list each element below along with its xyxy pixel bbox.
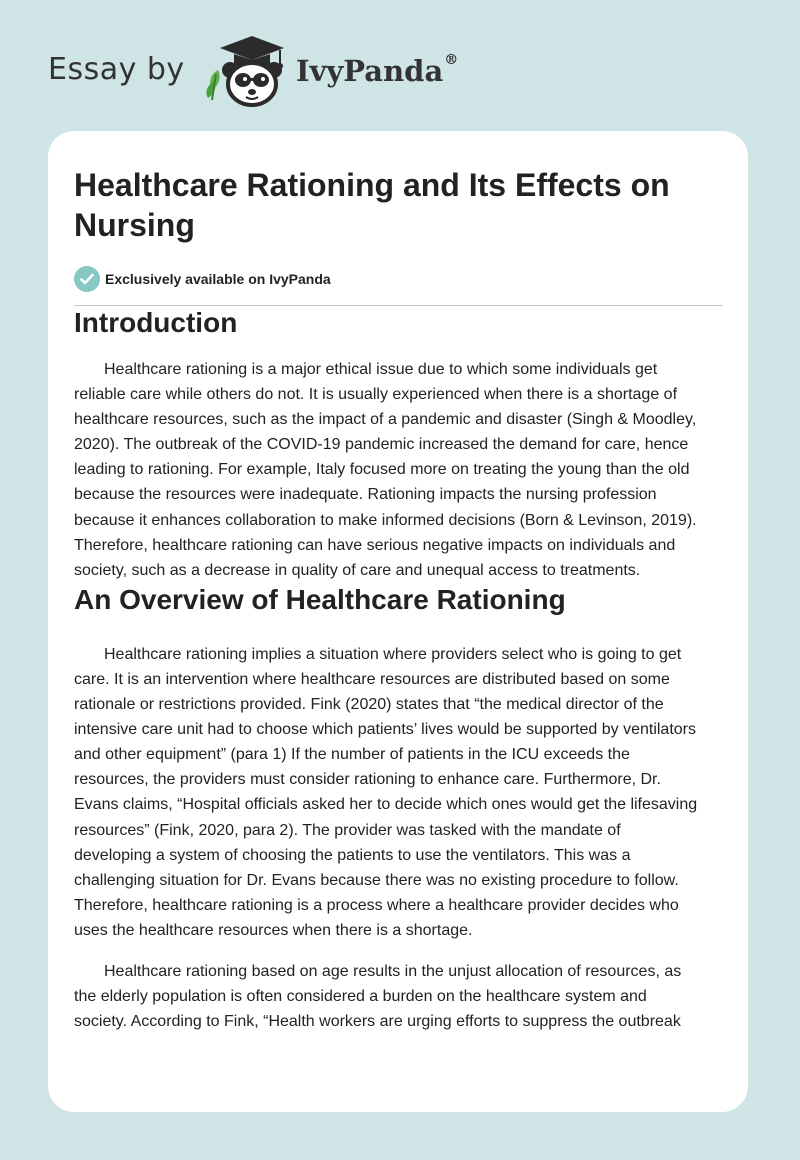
brand-text: IvyPanda — [296, 54, 444, 88]
paragraph-line: society. According to Fink, “Health workers are urging efforts to suppress the outbreak — [74, 1013, 681, 1031]
paragraph-line: rationale or restrictions provided. Fink (2020) states that “the medical director of the — [74, 696, 664, 714]
paragraph-line: Evans claims, “Hospital officials asked her to decide which ones would get the lifesaving — [74, 796, 698, 814]
paragraph-line: 2020). The outbreak of the COVID-19 pandemic increased the demand for care, hence — [74, 436, 689, 454]
site-header — [48, 30, 508, 110]
paragraph-line: developing a system of choosing the patients to use the ventilators. This was a — [74, 846, 631, 864]
paragraph-line: intensive care unit had to choose which patients’ lives would be supported by ventilators — [74, 721, 696, 739]
section-heading-introduction: Introduction — [74, 307, 238, 338]
paragraph-line: society, such as a decrease in quality of care and unequal access to treatments. — [74, 561, 641, 579]
section-heading-overview: An Overview of Healthcare Rationing — [74, 583, 566, 615]
paragraph — [74, 357, 723, 583]
registered-mark: ® — [444, 52, 459, 68]
paragraph-line: Healthcare rationing based on age results in the unjust allocation of resources, as — [104, 962, 682, 980]
paragraph-line: Healthcare rationing is a major ethical issue due to which some individuals get — [104, 361, 658, 378]
essay-title — [74, 165, 723, 245]
paragraph-line: uses the healthcare resources when there is a shortage. — [74, 921, 473, 939]
check-icon — [74, 266, 100, 292]
panda-graduate-icon[interactable] — [200, 30, 290, 110]
paragraph-line: Therefore, healthcare rationing is a process where a healthcare provider decides who — [74, 896, 679, 914]
exclusive-badge — [74, 265, 723, 293]
brand-name[interactable] — [296, 54, 458, 88]
paragraph-line: healthcare resources, such as the impact of a pandemic and disaster (Singh & Moodley, — [74, 411, 697, 429]
paragraph-line: reliable care while others do not. It is usually experienced when there is a shortage of — [74, 386, 678, 404]
paragraph-line: leading to rationing. For example, Italy focused more on treating the young than the old — [74, 461, 690, 479]
paragraph — [74, 959, 723, 1034]
title-line: Healthcare Rationing and Its Effects on — [74, 167, 670, 203]
title-line: Nursing — [74, 207, 195, 243]
paragraph-line: Therefore, healthcare rationing can have serious negative impacts on individuals and — [74, 536, 676, 554]
paragraph-line: the elderly population is often considered a burden on the healthcare system and — [74, 988, 647, 1006]
paragraph-line: because the resources were inadequate. Rationing impacts the nursing profession — [74, 486, 657, 504]
essay-card — [48, 131, 748, 1112]
paragraph-line: resources” (Fink, 2020, para 2). The provider was tasked with the mandate of — [74, 821, 621, 839]
essay-by-label: Essay by — [48, 52, 185, 87]
essay-content — [74, 165, 723, 1034]
exclusive-label: Exclusively available on IvyPanda — [105, 271, 331, 287]
paragraph-line: challenging situation for Dr. Evans because there was no existing procedure to follow. — [74, 871, 679, 889]
paragraph-line: and other equipment” (para 1) If the number of patients in the ICU exceeds the — [74, 746, 630, 764]
ivy-leaf-icon — [206, 70, 219, 100]
paragraph-line: because it enhances collaboration to make informed decisions (Born & Levinson, 2019). — [74, 511, 697, 529]
paragraph-line: Healthcare rationing implies a situation where providers select who is going to get — [104, 645, 682, 663]
paragraph-line: care. It is an intervention where healthcare resources are distributed based on some — [74, 670, 670, 688]
paragraph — [74, 642, 723, 943]
paragraph-line: resources, the providers must consider rationing to enhance care. Furthermore, Dr. — [74, 771, 661, 789]
